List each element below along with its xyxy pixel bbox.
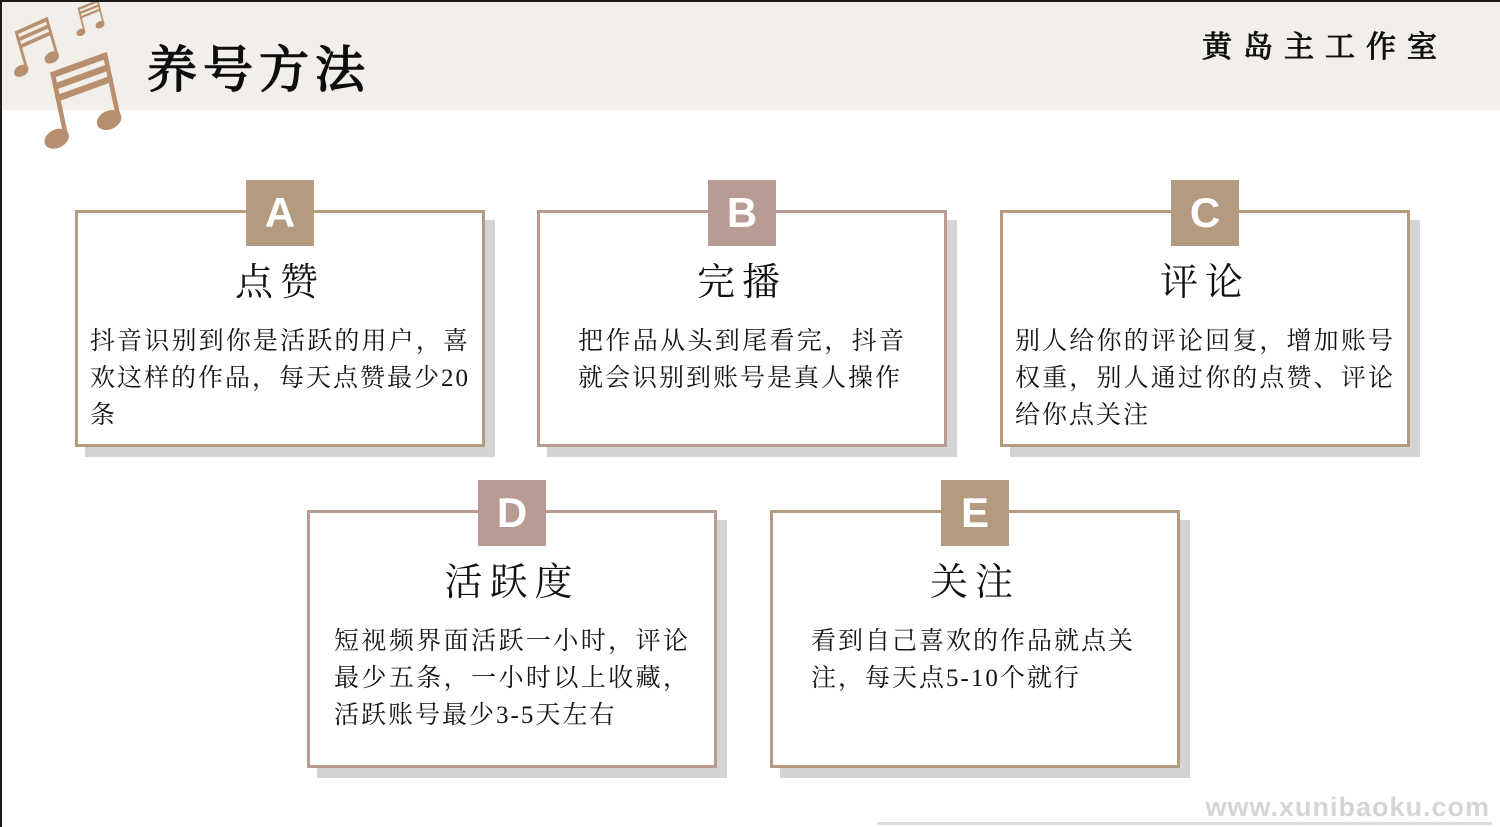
card-follow: [770, 489, 1180, 768]
screenshot-left-edge: [0, 0, 2, 827]
card-like-title: 点赞: [234, 262, 325, 304]
watermark: www.xunibaoku.com: [1205, 792, 1490, 822]
card-activity-title: 活跃度: [444, 562, 580, 604]
studio-name: 黄岛主工作室: [1202, 31, 1448, 64]
card-activity-body: 短视频界面活跃一小时，评论最少五条，一小时以上收藏，活跃账号最少3-5天左右: [334, 628, 690, 729]
card-like: [75, 189, 485, 447]
card-complete-view: [537, 189, 947, 447]
card-like-body: 抖音识别到你是活跃的用户，喜欢这样的作品，每天点赞最少20条: [90, 328, 471, 429]
card-follow-title: 关注: [929, 562, 1020, 604]
badge-b: B: [708, 180, 776, 246]
badge-c: C: [1171, 180, 1239, 246]
screenshot-top-edge: [0, 0, 1500, 2]
card-complete-view-title: 完播: [696, 262, 787, 304]
badge-e: E: [941, 480, 1009, 546]
page-title: 养号方法: [147, 42, 371, 98]
badge-a: A: [246, 180, 314, 246]
card-follow-body: 看到自己喜欢的作品就点关注，每天点5-10个就行: [811, 628, 1136, 692]
card-comment: [1000, 189, 1410, 447]
card-complete-view-body: 把作品从头到尾看完，抖音就会识别到账号是真人操作: [578, 328, 906, 392]
music-notes-icon: [2, 2, 152, 154]
card-comment-title: 评论: [1159, 262, 1250, 304]
card-comment-body: 别人给你的评论回复，增加账号权重，别人通过你的点赞、评论给你点关注: [1015, 328, 1395, 429]
badge-d: D: [478, 480, 546, 546]
card-activity: [307, 489, 717, 768]
